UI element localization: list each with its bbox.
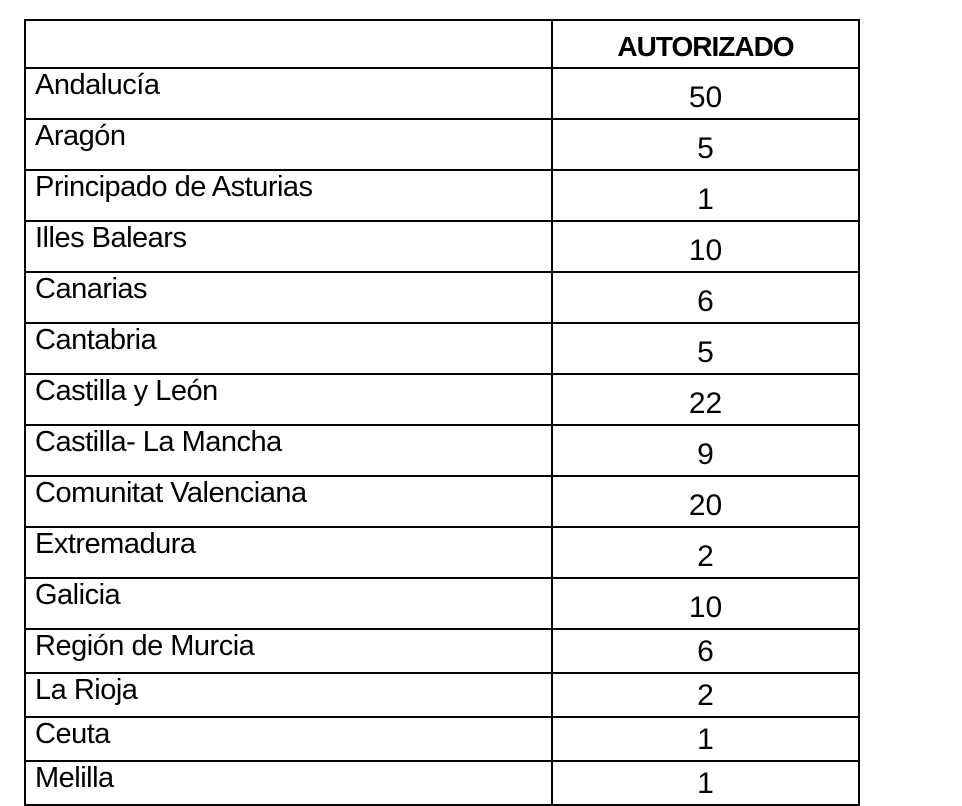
table-row — [25, 578, 859, 629]
table-row — [25, 374, 859, 425]
header-region-cell — [25, 20, 552, 68]
table-row — [25, 476, 859, 527]
value-cell: 9 — [552, 425, 859, 476]
table-row — [25, 761, 859, 805]
table-row — [25, 527, 859, 578]
autorizado-table — [24, 19, 860, 806]
table-row — [25, 170, 859, 221]
value-cell: 1 — [552, 761, 859, 805]
value-cell: 10 — [552, 221, 859, 272]
value-cell: 2 — [552, 673, 859, 717]
region-cell: Andalucía — [25, 68, 552, 119]
region-cell: Castilla y León — [25, 374, 552, 425]
region-cell: Aragón — [25, 119, 552, 170]
region-cell: Illes Balears — [25, 221, 552, 272]
table-row — [25, 119, 859, 170]
value-cell: 10 — [552, 578, 859, 629]
table-row — [25, 221, 859, 272]
region-cell: Galicia — [25, 578, 552, 629]
table-row — [25, 425, 859, 476]
region-cell: Extremadura — [25, 527, 552, 578]
table-row — [25, 717, 859, 761]
table-row — [25, 673, 859, 717]
value-cell: 6 — [552, 629, 859, 673]
value-cell: 1 — [552, 170, 859, 221]
header-row — [25, 20, 859, 68]
region-cell: Comunitat Valenciana — [25, 476, 552, 527]
table-row — [25, 68, 859, 119]
value-cell: 6 — [552, 272, 859, 323]
region-cell: La Rioja — [25, 673, 552, 717]
region-cell: Melilla — [25, 761, 552, 805]
region-cell: Castilla- La Mancha — [25, 425, 552, 476]
table-row — [25, 323, 859, 374]
region-cell: Cantabria — [25, 323, 552, 374]
value-cell: 1 — [552, 717, 859, 761]
table-row — [25, 272, 859, 323]
region-cell: Canarias — [25, 272, 552, 323]
value-cell: 2 — [552, 527, 859, 578]
table-row — [25, 629, 859, 673]
value-cell: 50 — [552, 68, 859, 119]
header-autorizado-cell: AUTORIZADO — [552, 20, 859, 68]
value-cell: 20 — [552, 476, 859, 527]
region-cell: Principado de Asturias — [25, 170, 552, 221]
value-cell: 5 — [552, 323, 859, 374]
region-cell: Ceuta — [25, 717, 552, 761]
value-cell: 22 — [552, 374, 859, 425]
region-cell: Región de Murcia — [25, 629, 552, 673]
value-cell: 5 — [552, 119, 859, 170]
